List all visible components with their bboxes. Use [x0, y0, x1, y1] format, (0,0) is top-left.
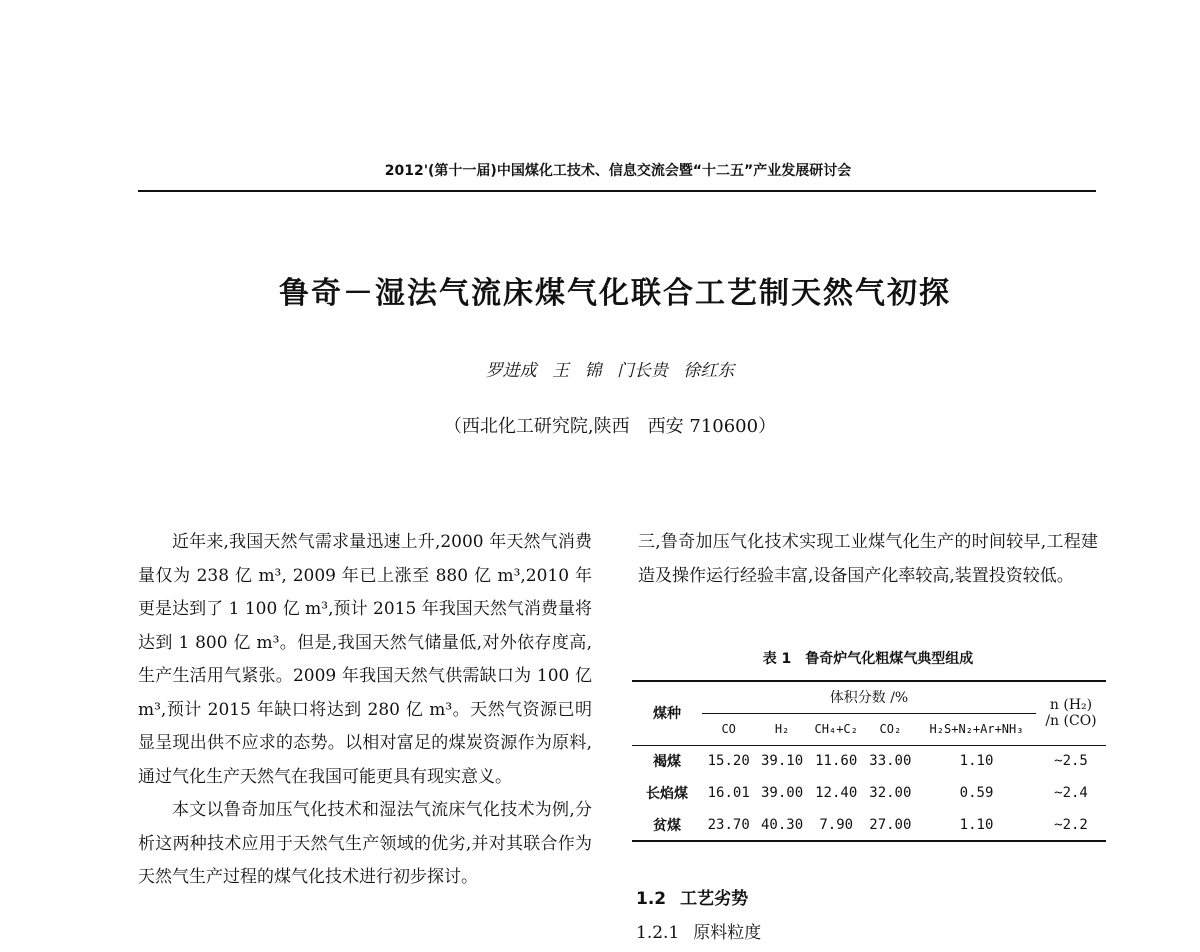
cell-h2: 39.10 [760, 753, 804, 770]
cell-other: 0.59 [959, 785, 994, 801]
cell-coal: 贫煤 [653, 817, 681, 834]
table-col-co2: CO₂ [879, 722, 902, 736]
table-row [632, 745, 1106, 777]
ratio-header-top: n (H₂) [1049, 697, 1093, 714]
body-paragraph-1: 近年来,我国天然气需求量迅速上升,2000 年天然气消费量仅为 238 亿 m³, 2009 年已上涨至 880 亿 m³,2010 年更是达到了 1 100 亿 m³,预计 2015 年我国天然气消费量将达到 1 800 亿 m³。但是,我国天然气储量低,对外依存度高,生产生活用气紧张。2009 年我国天然气供需缺口为 100 亿 m³,预计 2015 年缺口将达到 280 亿 m³。天然气资源已明显呈现出供不应求的态势。以相对富足的煤炭资源作为原料,通过气化生产天然气在我国可能更具有现实意义。 [138, 532, 592, 787]
table-header-group: 体积分数 /% [702, 681, 1036, 713]
header-rule [138, 190, 1096, 192]
right-column [638, 526, 1098, 593]
table-header-ratio [1036, 681, 1106, 745]
cell-ch4c2: 7.90 [819, 816, 854, 833]
cell-co2: 33.00 [869, 753, 912, 770]
table-row [632, 777, 1106, 809]
subsection-number: 1.2.1 [636, 923, 680, 943]
cell-co2: 27.00 [869, 816, 912, 833]
section-number: 1.2 [636, 889, 667, 909]
cell-coal: 长焰煤 [646, 786, 688, 802]
ratio-header-bottom: /n (CO) [1045, 713, 1097, 730]
cell-ratio: ~2.2 [1054, 816, 1088, 833]
table-col-ch4c2: CH₄+C₂ [814, 722, 858, 736]
table-col-co: CO [721, 722, 736, 736]
subsection-heading [636, 918, 761, 943]
section-heading [636, 884, 748, 909]
running-header: 2012'(第十一届)中国煤化工技术、信息交流会暨“十二五”产业发展研讨会 [384, 163, 852, 179]
cell-co2: 32.00 [869, 785, 912, 801]
cell-ch4c2: 11.60 [815, 753, 858, 770]
cell-coal: 褐煤 [653, 754, 681, 771]
table-caption: 表 1 鲁奇炉气化粗煤气典型组成 [762, 651, 974, 667]
cell-other: 1.10 [959, 753, 994, 770]
cell-ratio: ~2.5 [1054, 753, 1088, 770]
section-title: 工艺劣势 [680, 889, 749, 909]
paper-title: 鲁奇－湿法气流床煤气化联合工艺制天然气初探 [279, 276, 951, 311]
cell-ratio: ~2.4 [1054, 785, 1088, 801]
table-row [632, 809, 1106, 841]
body-paragraph-continued: 三,鲁奇加压气化技术实现工业煤气化生产的时间较早,工程建造及操作运行经验丰富,设备国产化率较高,装置投资较低。 [638, 532, 1098, 586]
cell-ch4c2: 12.40 [815, 785, 858, 801]
table-col-h2: H₂ [774, 722, 790, 736]
cell-co: 16.01 [707, 785, 750, 801]
table-header-coal: 煤种 [632, 681, 702, 745]
table-col-other: H₂S+N₂+Ar+NH₃ [929, 722, 1024, 736]
cell-co: 15.20 [707, 753, 750, 770]
cell-h2: 40.30 [760, 816, 804, 833]
left-column [138, 526, 592, 895]
authors: 罗进成 王 锦 门长贵 徐红东 [485, 361, 735, 381]
body-paragraph-2: 本文以鲁奇加压气化技术和湿法气流床气化技术为例,分析这两种技术应用于天然气生产领域的优劣,并对其联合作为天然气生产过程的煤气化技术进行初步探讨。 [138, 800, 592, 887]
composition-table [632, 680, 1106, 842]
cell-other: 1.10 [959, 816, 994, 833]
subsection-title: 原料粒度 [693, 923, 762, 943]
cell-h2: 39.00 [760, 785, 804, 801]
affiliation: （西北化工研究院,陕西 西安 710600） [443, 416, 777, 437]
cell-co: 23.70 [707, 816, 750, 833]
